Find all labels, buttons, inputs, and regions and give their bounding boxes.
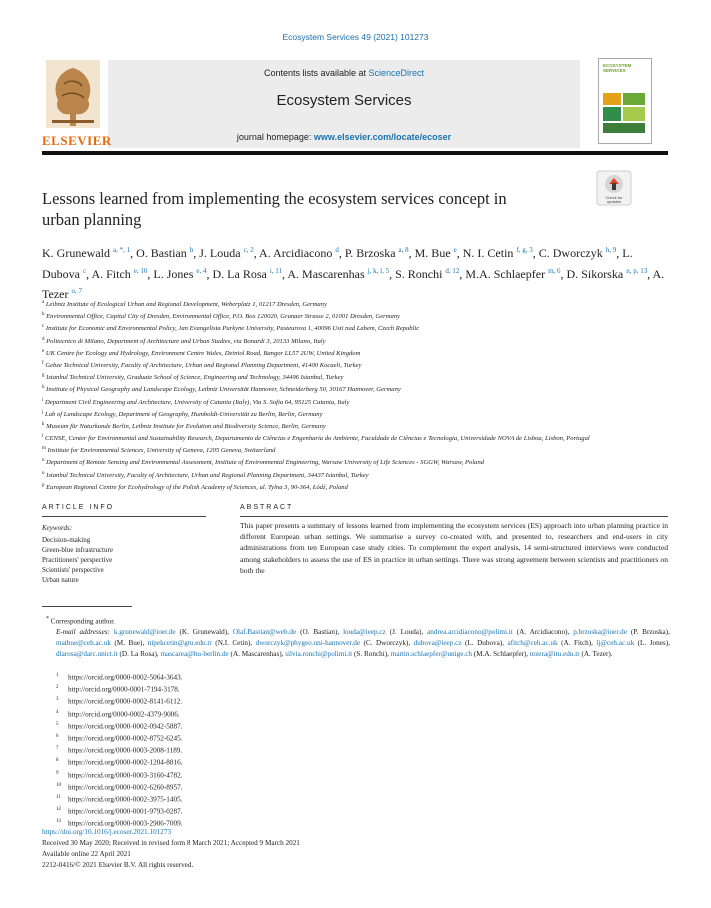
corresponding-author-note: * Corresponding author. [46, 616, 116, 626]
email-link[interactable]: dworczyk@phygeo.uni-hannover.de [255, 639, 361, 648]
author-name[interactable]: N. I. Cetin [462, 246, 514, 260]
email-owner: J. Louda [392, 628, 419, 637]
affiliation-text: Istanbul Technical University, Faculty of Architecture, Urban and Regional Planning Department, 34437 Istanbul, Turkey [46, 471, 369, 479]
corresponding-author-text: Corresponding author. [50, 617, 116, 626]
affiliation-line [42, 383, 672, 395]
check-for-updates-icon[interactable] [596, 170, 632, 206]
email-owner: A. Fitch [563, 639, 589, 648]
email-owner: N.I. Cetin [217, 639, 248, 648]
orcid-footnote [56, 769, 182, 781]
email-addresses: E-mail addresses: k.grunewald@ioer.de (K. Grunewald), Olaf.Bastian@web.de (O. Bastian), louda@ieep.cz (J. Louda), andrea.arcidiacono@polimi.it (A. Arcidiacono), p.brzoska@ioer.de (P. Brzoska), matbue@ceh.ac.uk (M. Bue), nipekcetin@gtu.edu.tr (N.I. Cetin), dworczyk@phygeo.uni-hannover.de (C. Dworczyk), dubova@ieep.cz (L. Dubova), afitch@ceh.ac.uk (A. Fitch), lj@ceh.ac.uk (L. Jones), dlarosa@darc.unict.it (D. La Rosa), mascarea@hu-berlin.de (A. Mascarenhas), silvia.ronchi@polimi.it (S. Ronchi), martin.schlaepfer@unige.ch (M.A. Schlaepfer), tezera@itu.edu.tr (A. Tezer). [56, 628, 670, 659]
affiliation-text: Lab of Landscape Ecology, Department of Geography, Humboldt-Universität zu Berlin, Berlin, Germany [45, 410, 323, 418]
orcid-footnote [56, 695, 182, 707]
affiliation-list [42, 298, 672, 493]
affiliation-text: European Regional Centre for Ecohydrology of the Polish Academy of Sciences, ul. Tylna 3, 90-364, Łódź, Poland [46, 484, 348, 491]
affiliation-line [42, 396, 672, 408]
journal-reference[interactable]: Ecosystem Services 49 (2021) 101273 [282, 32, 429, 42]
publication-info [42, 827, 300, 871]
affiliation-line [42, 420, 672, 432]
keyword-item: Decision-making [42, 536, 91, 544]
orcid-footnote [56, 756, 182, 768]
email-link[interactable]: tezera@itu.edu.tr [529, 650, 580, 659]
orcid-link[interactable]: http://orcid.org/0000-0002-4379-9006. [68, 709, 180, 718]
cover-image [603, 107, 621, 121]
doi-link[interactable]: https://doi.org/10.1016/j.ecoser.2021.101273 [42, 828, 172, 836]
orcid-link[interactable]: http://orcid.org/0000-0001-7194-3178. [68, 685, 180, 694]
email-owner: O. Bastian [302, 628, 335, 637]
copyright: 2212-0416/© 2021 Elsevier B.V. All rights reserved. [42, 861, 194, 869]
email-link[interactable]: lj@ceh.ac.uk [596, 639, 635, 648]
orcid-footnote [56, 732, 182, 744]
affiliation-line [42, 335, 672, 347]
affiliation-text: UK Centre for Ecology and Hydrology, Environment Centre Wales, Deiniol Road, Bangor LL57 2UW, United Kingdom [45, 349, 361, 357]
email-link[interactable]: silvia.ronchi@polimi.it [285, 650, 353, 659]
email-link[interactable]: dlarosa@darc.unict.it [56, 650, 118, 659]
affiliation-line [42, 408, 672, 420]
orcid-link[interactable]: https://orcid.org/0000-0002-8141-6112. [68, 697, 183, 706]
affiliation-text: Politecnico di Milano, Department of Architecture and Urban Studies, via Bonardi 3, 20133 Milano, Italy [46, 337, 326, 345]
abstract-heading: ABSTRACT [240, 504, 294, 511]
footnote-rule [42, 606, 132, 607]
author-affiliation-marker[interactable]: c [83, 266, 87, 275]
email-owner: S. Ronchi [356, 650, 385, 659]
abstract-text: This paper presents a summary of lessons learned from implementing the ecosystem services (ES) approach into urban planning practice in different European urban settings. We summarise a survey co-created with, and presented to, researchers and end-users in city administrations from ten European case study cities. To complement the expert analysis, 14 semi-structured interviews were conducted among stakeholders to assess the use of ES in practice in urban settings. There was strong agreement between scientists and practitioners on both the [240, 521, 668, 575]
orcid-link[interactable]: https://orcid.org/0000-0002-5064-3643. [68, 673, 183, 682]
email-owner: K. Grunewald [181, 628, 225, 637]
orcid-marker: 9 [56, 770, 59, 776]
email-link[interactable]: nipekcetin@gtu.edu.tr [147, 639, 212, 648]
author-affiliation-marker[interactable]: a, 8 [398, 246, 409, 254]
affiliation-marker: g [42, 373, 45, 379]
affiliation-line [42, 310, 672, 322]
keywords-label: Keywords: [42, 524, 73, 532]
article-title [42, 188, 582, 230]
email-owner: A. Mascarenhas [232, 650, 280, 659]
journal-cover-thumbnail[interactable] [598, 58, 652, 144]
author-affiliation-marker[interactable]: o, 7 [71, 287, 82, 295]
homepage-line [108, 132, 580, 142]
affiliation-marker: c [42, 324, 45, 330]
orcid-link[interactable]: https://orcid.org/0000-0002-0942-5887. [68, 722, 183, 731]
affiliation-text: Institute for Environmental Sciences, University of Geneva, 1205 Geneva, Switzerland [47, 447, 276, 455]
affiliation-text: Museum für Naturkunde Berlin, Leibniz Institute for Evolution and Biodiversity Science, Berlin, Germany [46, 423, 326, 431]
keyword-item: Urban nature [42, 576, 79, 584]
footnotes [42, 614, 670, 660]
svg-text:updates: updates [606, 199, 622, 204]
affiliation-marker: j [42, 409, 44, 415]
svg-text:Check for: Check for [605, 195, 623, 200]
author-affiliation-marker[interactable]: i, 11 [269, 266, 283, 275]
email-owner: C. Dworczyk [365, 639, 406, 648]
email-label: E-mail addresses: [56, 628, 110, 637]
orcid-footnote [56, 671, 182, 683]
orcid-footnote [56, 744, 182, 756]
homepage-prefix: journal homepage: [236, 132, 314, 142]
orcid-link[interactable]: https://orcid.org/0000-0003-2906-7009. [68, 819, 183, 828]
affiliation-text: Institute of Physical Geography and Landscape Ecology, Leibniz Universität Hannover, Schneiderberg 50, 30167 Hannover, Germany [46, 386, 401, 394]
article-info-heading: ARTICLE INFO [42, 504, 115, 511]
email-link[interactable]: p.brzoska@ioer.de [573, 628, 627, 637]
affiliation-line [42, 359, 672, 371]
affiliation-marker: k [42, 421, 45, 427]
author-name[interactable]: O. Bastian [136, 246, 187, 260]
affiliation-marker: m [42, 446, 46, 452]
orcid-link[interactable]: https://orcid.org/0000-0002-8752-6245. [68, 734, 183, 743]
orcid-footnote [56, 720, 182, 732]
article-title-line: Lessons learned from implementing the ecosystem services concept in [42, 189, 507, 208]
orcid-marker: 4 [56, 709, 59, 715]
author-name[interactable]: D. Sikorska [566, 266, 624, 281]
email-owner: M.A. Schlaepfer [476, 650, 524, 659]
section-rule [42, 516, 206, 517]
author-list: K. Grunewald $^{a, *, 1}$, O. Bastian $^b$, J. Louda $^{c, 2}$, A. Arcidiacono $^d$, P. Brzoska $^{a, 8}$, M. Bue $^e$, N. I. Cetin $^{f, g, 3}$, C. Dworczyk $^{h, 9}$, L. Dubova $^c$, A. Fitch $^{e, 10}$, L. Jones $^{e, 4}$, D. La Rosa $^{i, 11}$, A. Mascarenhas $^{j, k, l, 5}$, S. Ronchi $^{d, 12}$, M.A. Schlaepfer $^{m, 6}$, D. Sikorska $^{n, p, 13}$, A. Tezer $^{o, 7}$ [42, 246, 665, 301]
orcid-footnote [56, 781, 182, 793]
author-name[interactable]: J. Louda [199, 246, 241, 260]
orcid-link[interactable]: https://orcid.org/0000-0002-1204-8816. [68, 758, 183, 767]
elsevier-wordmark: ELSEVIER [42, 133, 112, 148]
orcid-marker: 3 [56, 697, 59, 703]
author-affiliation-marker[interactable]: c, 2 [243, 246, 254, 254]
author-name[interactable]: C. Dworczyk [538, 246, 603, 260]
email-link[interactable]: andrea.arcidiacono@polimi.it [427, 628, 513, 637]
orcid-marker: 2 [56, 685, 59, 691]
cover-image [623, 93, 645, 105]
orcid-footnote [56, 793, 182, 805]
orcid-footnote [56, 708, 182, 720]
affiliation-marker: l [42, 434, 44, 440]
author-name[interactable]: D. La Rosa [212, 266, 267, 281]
orcid-marker: 11 [56, 794, 61, 800]
author-name[interactable]: L. Jones [153, 266, 194, 281]
email-link[interactable]: matbue@ceh.ac.uk [56, 639, 111, 648]
author-affiliation-marker[interactable]: e [453, 246, 457, 254]
email-owner: M. Bue [116, 639, 141, 648]
affiliation-text: Department of Remote Sensing and Environmental Assessment, Institute of Environmental Engineering, Warsaw University of Life Sciences - SGGW, Warsaw, Poland [46, 459, 485, 467]
email-link[interactable]: Olaf.Bastian@web.de [232, 628, 297, 637]
author-affiliation-marker[interactable]: n, p, 13 [626, 266, 648, 275]
keyword-item: Green-blue infrastructure [42, 546, 113, 554]
cover-image [623, 107, 645, 121]
orcid-footnote [56, 805, 182, 817]
email-link[interactable]: mascarea@hu-berlin.de [160, 650, 229, 659]
affiliation-marker: o [42, 470, 45, 476]
affiliation-text: Istanbul Technical University, Graduate School of Science, Engineering and Technology, 34496 Istanbul, Turkey [46, 374, 344, 382]
keywords-list [42, 535, 113, 585]
email-link[interactable]: dubova@ieep.cz [413, 639, 462, 648]
author-name[interactable]: M.A. Schlaepfer [465, 266, 546, 281]
email-owner: A. Tezer [583, 650, 609, 659]
affiliation-marker: d [42, 336, 45, 342]
author-name[interactable]: A. Arcidiacono [259, 246, 333, 260]
orcid-marker: 10 [56, 782, 61, 788]
author-name[interactable]: A. Mascarenhas [287, 266, 365, 281]
orcid-marker: 12 [56, 807, 61, 813]
affiliation-text: Gebze Technical University, Faculty of Architecture, Urban and Regional Planning Department, 41400 Kocaeli, Turkey [45, 362, 362, 370]
affiliation-line [42, 347, 672, 359]
received-dates: Received 30 May 2020; Received in revised form 8 March 2021; Accepted 9 March 2021 [42, 839, 300, 847]
affiliation-marker: n [42, 458, 45, 464]
affiliation-line [42, 469, 672, 481]
email-link[interactable]: martin.schlaepfer@unige.ch [390, 650, 472, 659]
author-name[interactable]: M. Bue [414, 246, 451, 260]
article-title-line: urban planning [42, 210, 142, 229]
orcid-marker: 8 [56, 758, 59, 764]
orcid-link[interactable]: https://orcid.org/0000-0001-9793-0287. [68, 807, 183, 816]
affiliation-marker: h [42, 385, 45, 391]
sciencedirect-link[interactable]: ScienceDirect [368, 68, 425, 78]
orcid-link[interactable]: https://orcid.org/0000-0002-3975-1405. [68, 795, 183, 804]
orcid-marker: 1 [56, 673, 59, 678]
author-name[interactable]: A. Tezer [42, 266, 665, 301]
available-online: Available online 22 April 2021 [42, 850, 131, 858]
author-affiliation-marker[interactable]: e, 4 [196, 266, 207, 275]
affiliation-line [42, 444, 672, 456]
author-name[interactable]: L. Dubova [42, 246, 633, 281]
homepage-link[interactable]: www.elsevier.com/locate/ecoser [313, 132, 452, 142]
affiliation-text: Department Civil Engineering and Architecture, University of Catania (Italy), Via S. Sofia 64, 95125 Catania, Italy [45, 398, 350, 406]
author-affiliation-marker[interactable]: h, 9 [605, 246, 617, 254]
author-affiliation-marker[interactable]: m, 6 [548, 266, 561, 275]
affiliation-marker: b [42, 312, 45, 318]
affiliation-text: CENSE, Center for Environmental and Sustainability Research, Departamento de Ciências e Engenharia do Ambiente, Faculdade de Ciências e Tecnologia, Universidade NOVA de Lisboa, Lisbon, Portugal [45, 435, 590, 443]
email-owner: D. La Rosa [121, 650, 155, 659]
orcid-list [56, 671, 182, 829]
affiliation-line [42, 456, 672, 468]
cover-title: ECOSYSTEM SERVICES [603, 63, 632, 73]
orcid-marker: 5 [56, 721, 59, 727]
author-affiliation-marker[interactable]: j, k, l, 5 [367, 266, 390, 275]
email-link[interactable]: afitch@ceh.ac.uk [507, 639, 558, 648]
author-name[interactable]: P. Brzoska [344, 246, 396, 260]
email-owner: L. Dubova [467, 639, 500, 648]
affiliation-line [42, 322, 672, 334]
email-link[interactable]: k.grunewald@ioer.de [113, 628, 176, 637]
affiliation-line [42, 481, 672, 493]
affiliation-line [42, 432, 672, 444]
author-affiliation-marker[interactable]: a, *, 1 [112, 246, 131, 254]
author-affiliation-marker[interactable]: b [189, 246, 194, 254]
section-rule [240, 516, 668, 517]
orcid-marker: 7 [56, 746, 59, 752]
affiliation-marker: e [42, 348, 45, 354]
email-owner: L. Jones [640, 639, 666, 648]
header-rule [42, 151, 668, 155]
journal-name: Ecosystem Services [276, 92, 412, 109]
affiliation-line [42, 298, 672, 310]
affiliation-marker: p [42, 482, 45, 488]
affiliation-text: Leibniz Institute of Ecological Urban and Regional Development, Weberplatz 1, 01217 Dresden, Germany [45, 301, 327, 309]
cover-image [603, 123, 645, 133]
affiliation-line [42, 371, 672, 383]
affiliation-marker: f [42, 360, 44, 366]
author-affiliation-marker[interactable]: d [335, 246, 339, 254]
contents-prefix: Contents lists available at [263, 68, 369, 78]
author-name[interactable]: S. Ronchi [395, 266, 443, 281]
orcid-marker: 6 [56, 733, 59, 739]
keyword-item: Scientists' perspective [42, 566, 104, 574]
keyword-item: Practitioners' perspective [42, 556, 113, 564]
author-name[interactable]: A. Fitch [91, 266, 131, 281]
author-affiliation-marker[interactable]: e, 10 [133, 266, 148, 275]
email-link[interactable]: louda@ieep.cz [343, 628, 386, 637]
orcid-footnote [56, 683, 182, 695]
contents-line [108, 68, 580, 78]
affiliation-text: Environmental Office, Capital City of Dresden, Environmental Office, P.O. Box 120020, Grunaer Strasse 2, 01001 Dresden, Germany [46, 313, 400, 321]
cover-image [603, 93, 621, 105]
orcid-link[interactable]: https://orcid.org/0000-0003-2008-1189. [68, 746, 183, 755]
author-affiliation-marker[interactable]: d, 12 [445, 266, 460, 275]
email-owner: A. Arcidiacono [519, 628, 566, 637]
orcid-link[interactable]: https://orcid.org/0000-0002-6260-8957. [68, 783, 183, 792]
author-affiliation-marker[interactable]: f, g, 3 [516, 246, 533, 254]
author-name[interactable]: K. Grunewald [42, 246, 110, 260]
email-owner: P. Brzoska [633, 628, 666, 637]
affiliation-marker: i [42, 397, 44, 403]
orcid-link[interactable]: https://orcid.org/0000-0003-3160-4782. [68, 770, 183, 779]
orcid-marker: 13 [56, 819, 61, 825]
affiliation-marker: a [42, 300, 45, 305]
affiliation-text: Institute for Economic and Environmental Policy, Jan Evangelista Purkyne University, Pasteurova 1, 40096 Usti nad Labem, Czech Republic [45, 325, 420, 333]
